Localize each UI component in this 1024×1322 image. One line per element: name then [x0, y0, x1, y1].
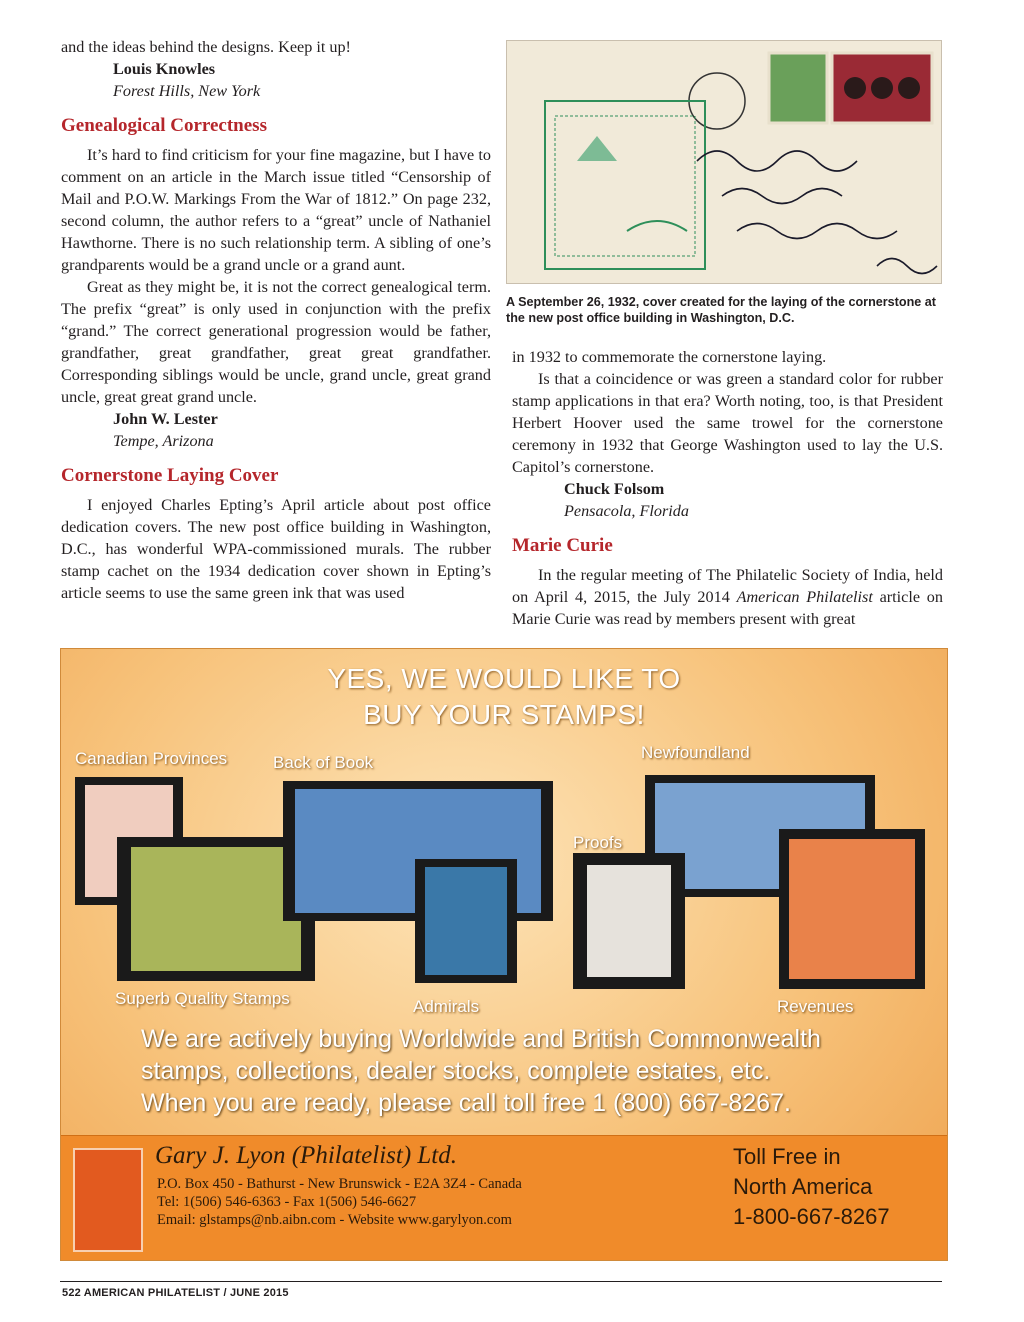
signature-location: Forest Hills, New York — [113, 82, 261, 100]
company-email: Email: glstamps@nb.aibn.com - Website www.garylyon.com — [157, 1212, 512, 1228]
paragraph — [512, 564, 943, 630]
ad-body-line-2: stamps, collections, dealer stocks, complete estates, etc. — [141, 1057, 771, 1085]
ad-body-line-1: We are actively buying Worldwide and British Commonwealth — [141, 1025, 821, 1053]
label-back-of-book: Back of Book — [273, 753, 374, 772]
right-column — [512, 346, 943, 630]
label-superb-quality: Superb Quality Stamps — [115, 989, 290, 1008]
toll-free-line-2: North America — [733, 1174, 873, 1199]
company-logo-stamp — [73, 1148, 143, 1252]
intro-line: and the ideas behind the designs. Keep it up! — [61, 38, 351, 56]
label-admirals: Admirals — [413, 997, 480, 1016]
ad-headline-1: YES, WE WOULD LIKE TO — [327, 663, 681, 694]
heading-genealogical: Genealogical Correctness — [61, 115, 267, 136]
cover-photo — [506, 40, 942, 284]
signature-location: Pensacola, Florida — [564, 502, 689, 520]
signature-location: Tempe, Arizona — [113, 432, 214, 450]
toll-free-number: 1-800-667-8267 — [733, 1204, 890, 1229]
toll-free-line-1: Toll Free in — [733, 1144, 841, 1169]
ad-headline-2: BUY YOUR STAMPS! — [363, 699, 645, 730]
stamp-admirals — [415, 859, 517, 983]
envelope-illustration — [507, 41, 941, 283]
label-canadian-provinces: Canadian Provinces — [75, 749, 228, 768]
ad-contact-footer — [61, 1135, 947, 1261]
page-footer: 522 AMERICAN PHILATELIST / JUNE 2015 — [62, 1287, 289, 1299]
left-column — [61, 36, 491, 604]
company-name: Gary J. Lyon (Philatelist) Ltd. — [155, 1142, 458, 1169]
stamp-revenues — [779, 829, 925, 989]
label-proofs: Proofs — [573, 833, 623, 852]
text-run: article on Marie Curie was read by members present with great — [512, 588, 943, 628]
paragraph: Great as they might be, it is not the correct genealogical term. The prefix “great” is only used in conjunction with the prefix “grand.” The correct generational progression would be father, grandfather, great grandfather, great great grandfather. Corresponding siblings would be uncle, grand uncle, great grand uncle, great great grand uncle. — [61, 278, 491, 406]
footer-rule — [60, 1281, 942, 1282]
label-revenues: Revenues — [777, 997, 854, 1016]
magazine-title: American Philatelist — [736, 588, 873, 606]
signature-name: John W. Lester — [113, 410, 218, 428]
paragraph: I enjoyed Charles Epting’s April article about post office dedication covers. The new post office building in Washington, D.C., has wonderful WPA-commissioned murals. The rubber stamp cachet on the 1934 dedication cover shown in Epting’s article seems to use the same green ink that was used — [61, 496, 491, 602]
advertisement — [60, 648, 948, 1261]
figure-caption: A September 26, 1932, cover created for the laying of the cornerstone at the new post office building in Washington, D.C. — [506, 295, 936, 325]
text-run: In the regular meeting of The Philatelic Society of India, held on April 4, 2015, the July 2014 — [512, 566, 943, 606]
company-address: P.O. Box 450 - Bathurst - New Brunswick - E2A 3Z4 - Canada — [157, 1176, 522, 1192]
signature-name: Louis Knowles — [113, 60, 216, 78]
heading-cornerstone: Cornerstone Laying Cover — [61, 465, 279, 486]
stamp-proofs — [573, 853, 685, 989]
ad-body-line-3: When you are ready, please call toll free 1 (800) 667-8267. — [141, 1089, 791, 1117]
paragraph: Is that a coincidence or was green a standard color for rubber stamp applications in that era? Worth noting, too, is that President Herbert Hoover used the same trowel for the cornerstone ceremony in 1932 that George Washington used to lay the U.S. Capitol’s cornerstone. — [512, 370, 943, 476]
heading-marie-curie: Marie Curie — [512, 535, 613, 556]
paragraph: It’s hard to find criticism for your fine magazine, but I have to comment on an article in the March issue titled “Censorship of Mail and P.O.W. Markings From the War of 1812.” On page 232, second column, the author refers to a “great” uncle of Nathaniel Hawthorne. There is no such relationship term. A sibling of one’s grandparents would be a grand uncle or a grand aunt. — [61, 146, 491, 274]
label-newfoundland: Newfoundland — [641, 743, 750, 762]
company-phone: Tel: 1(506) 546-6363 - Fax 1(506) 546-6627 — [157, 1194, 417, 1210]
paragraph: in 1932 to commemorate the cornerstone laying. — [512, 348, 827, 366]
signature-name: Chuck Folsom — [564, 480, 665, 498]
